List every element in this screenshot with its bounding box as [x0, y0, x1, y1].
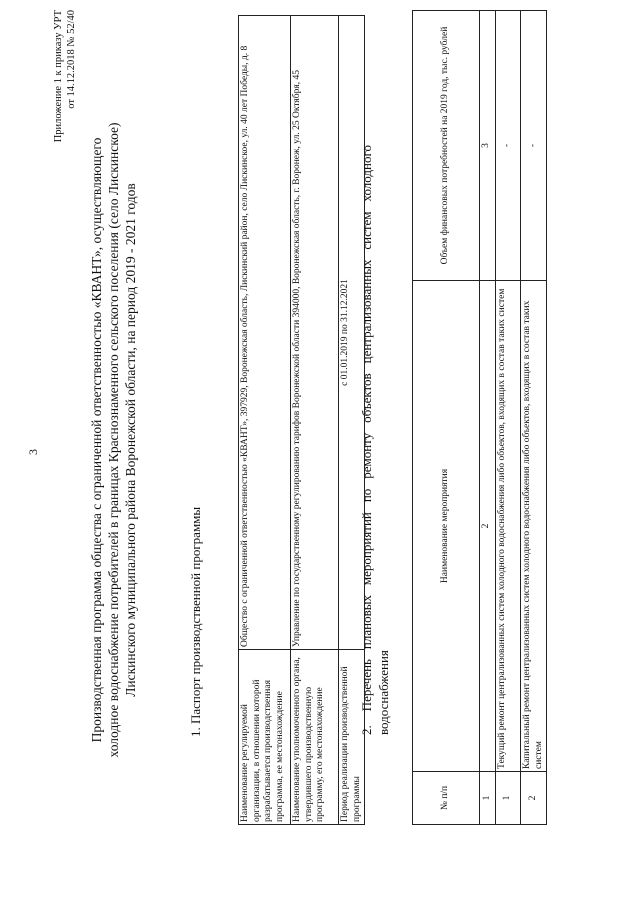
repair-plan-table — [412, 10, 547, 825]
section-2-heading — [358, 145, 392, 735]
section-2-title: Перечень плановых мероприятий по ремонту объектов централизованных систем холодного водоснабжения — [359, 145, 391, 735]
table-row — [496, 11, 521, 825]
appendix-line-2: от 14.12.2018 № 52/40 — [66, 10, 77, 109]
section-2-number: 2. — [359, 725, 374, 735]
passport-value: Общество с ограниченной ответственностью «КВАНТ», 397929, Воронежская область, Лискинский район, село Лискинское, ул. 40 лет Победы, д. 8 — [239, 16, 291, 650]
column-number: 1 — [480, 772, 496, 825]
page-number: 3 — [26, 449, 40, 455]
appendix-line-1: Приложение 1 к приказу УРТ — [53, 10, 64, 143]
title-line-2: холодное водоснабжение потребителей в границах Краснознаменного сельского поселения (село Лискинское) — [106, 122, 121, 758]
financial-volume: - — [521, 11, 547, 281]
header-number: № п/п — [413, 772, 480, 825]
passport-table — [238, 15, 365, 825]
row-number: 2 — [521, 772, 547, 825]
header-financial-volume: Объем финансовых потребностей на 2019 год, тыс. рублей — [413, 11, 480, 281]
passport-label: Период реализации производственной программы — [339, 650, 365, 825]
section-1-heading — [188, 507, 204, 737]
passport-row — [239, 16, 291, 825]
passport-row — [291, 16, 339, 825]
passport-value: Управление по государственному регулированию тарифов Воронежской области 394000, Воронежская область, г. Воронеж, ул. 25 Октября, 45 — [291, 16, 339, 650]
title-line-1: Производственная программа общества с ограниченной ответственностью «КВАНТ», осуществляющего — [89, 137, 104, 743]
activity-name: Капитальный ремонт централизованных систем холодного водоснабжения либо объектов, входящих в состав таких систем — [521, 281, 547, 772]
document-title — [88, 95, 139, 785]
header-activity-name: Наименование мероприятия — [413, 281, 480, 772]
title-line-3: Лискинского муниципального района Воронежской области, на период 2019 - 2021 годов — [123, 183, 138, 697]
passport-value: с 01.01.2019 по 31.12.2021 — [339, 16, 365, 650]
passport-label: Наименование уполномоченного органа, утвердившего производственную программу, его местонахождение — [291, 650, 339, 825]
activity-name: Текущий ремонт централизованных систем холодного водоснабжения либо объектов, входящих в состав таких систем — [496, 281, 521, 772]
table-header-row — [413, 11, 480, 825]
column-number: 2 — [480, 281, 496, 772]
column-numbering-row — [480, 11, 496, 825]
column-number: 3 — [480, 11, 496, 281]
financial-volume: - — [496, 11, 521, 281]
row-number: 1 — [496, 772, 521, 825]
section-1-number: 1. — [188, 727, 203, 737]
appendix-note — [52, 10, 78, 215]
passport-label: Наименование регулируемой организации, в отношении которой разрабатывается производственная программа, ее местонахождение — [239, 650, 291, 825]
section-1-title: Паспорт производственной программы — [188, 506, 203, 724]
table-row — [521, 11, 547, 825]
